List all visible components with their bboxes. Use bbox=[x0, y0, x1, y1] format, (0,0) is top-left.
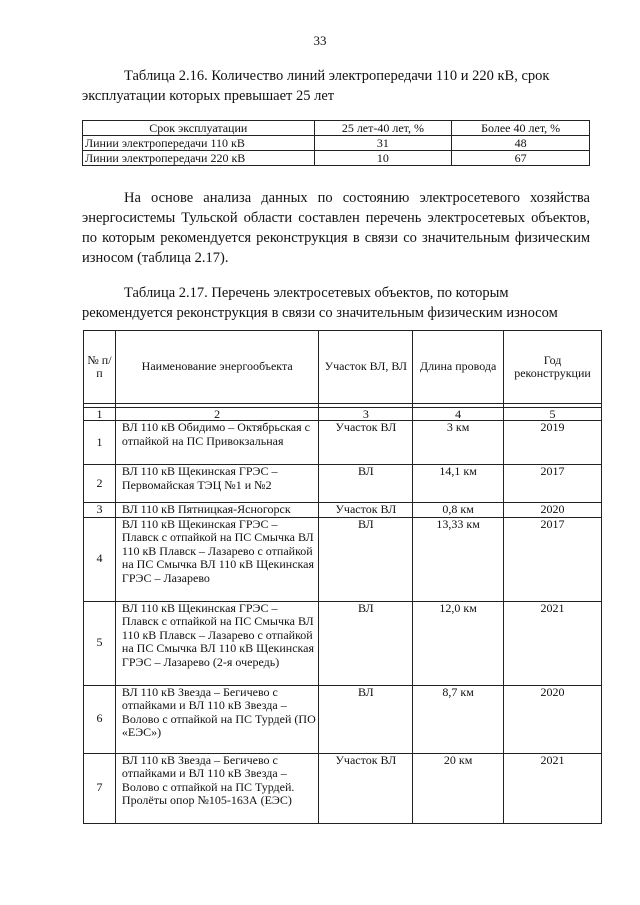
table2-row bbox=[84, 517, 602, 601]
table2-reconstruction-list bbox=[83, 330, 602, 824]
table2-row bbox=[84, 503, 602, 518]
table1-cell: 67 bbox=[452, 151, 590, 166]
row-number: 2 bbox=[84, 465, 116, 503]
table2-header-cell: Участок ВЛ, ВЛ bbox=[319, 331, 413, 404]
line-section: Участок ВЛ bbox=[319, 753, 413, 823]
object-name: ВЛ 110 кВ Пятницкая-Ясногорск bbox=[115, 503, 319, 518]
table2-caption-line2: рекомендуется реконструкция в связи со значительным физическим износом bbox=[82, 305, 558, 321]
table2-header-cell: Наименование энергообъекта bbox=[115, 331, 319, 404]
table1-cell: 48 bbox=[452, 136, 590, 151]
table1-row bbox=[83, 136, 590, 151]
table2-column-number: 1 bbox=[84, 408, 116, 421]
page-number: 33 bbox=[313, 33, 327, 48]
table1-header-cell: Срок эксплуатации bbox=[83, 121, 315, 136]
reconstruction-year: 2020 bbox=[504, 685, 602, 753]
reconstruction-year: 2017 bbox=[504, 517, 602, 601]
table2-row bbox=[84, 421, 602, 465]
object-name: ВЛ 110 кВ Звезда – Бегичево с отпайками и ВЛ 110 кВ Звезда – Волово с отпайкой на ПС Турдей. Пролёты опор №105-163А (ЕЭС) bbox=[115, 753, 319, 823]
row-number: 1 bbox=[84, 421, 116, 465]
row-number: 6 bbox=[84, 685, 116, 753]
wire-length: 20 км bbox=[413, 753, 504, 823]
table1-header-cell: Более 40 лет, % bbox=[452, 121, 590, 136]
object-name: ВЛ 110 кВ Щекинская ГРЭС – Плавск с отпайкой на ПС Смычка ВЛ 110 кВ Плавск – Лазарево с отпайкой на ПС Смычка ВЛ 110 кВ Щекинская ГРЭС – Лазарево (2-я очередь) bbox=[115, 601, 319, 685]
table2-row bbox=[84, 601, 602, 685]
table2-caption-line1: Таблица 2.17. Перечень электросетевых объектов, по которым bbox=[124, 285, 509, 301]
table1-header-row bbox=[83, 121, 590, 136]
reconstruction-year: 2021 bbox=[504, 753, 602, 823]
table2-column-number: 5 bbox=[504, 408, 602, 421]
table1-caption-line1: Таблица 2.16. Количество линий электропередачи 110 и 220 кВ, срок bbox=[124, 68, 550, 84]
table1-cell: Линии электропередачи 110 кВ bbox=[83, 136, 315, 151]
wire-length: 3 км bbox=[413, 421, 504, 465]
row-number: 5 bbox=[84, 601, 116, 685]
object-name: ВЛ 110 кВ Обидимо – Октябрьская с отпайкой на ПС Привокзальная bbox=[115, 421, 319, 465]
table2-row bbox=[84, 685, 602, 753]
reconstruction-year: 2017 bbox=[504, 465, 602, 503]
wire-length: 8,7 км bbox=[413, 685, 504, 753]
table1-cell: 10 bbox=[314, 151, 452, 166]
table2-row bbox=[84, 465, 602, 503]
wire-length: 14,1 км bbox=[413, 465, 504, 503]
table1-row bbox=[83, 151, 590, 166]
line-section: ВЛ bbox=[319, 601, 413, 685]
reconstruction-year: 2019 bbox=[504, 421, 602, 465]
reconstruction-year: 2020 bbox=[504, 503, 602, 518]
table2-column-number-row bbox=[84, 408, 602, 421]
table2-column-number: 4 bbox=[413, 408, 504, 421]
line-section: Участок ВЛ bbox=[319, 421, 413, 465]
table2-header-cell: № п/п bbox=[84, 331, 116, 404]
object-name: ВЛ 110 кВ Щекинская ГРЭС – Плавск с отпайкой на ПС Смычка ВЛ 110 кВ Плавск – Лазарево с отпайкой на ПС Смычка ВЛ 110 кВ Щекинская ГРЭС – Лазарево bbox=[115, 517, 319, 601]
table1-line-age bbox=[82, 120, 590, 166]
object-name: ВЛ 110 кВ Щекинская ГРЭС – Первомайская ТЭЦ №1 и №2 bbox=[115, 465, 319, 503]
wire-length: 12,0 км bbox=[413, 601, 504, 685]
row-number: 7 bbox=[84, 753, 116, 823]
table1-caption bbox=[82, 66, 590, 106]
table2-row bbox=[84, 753, 602, 823]
table1-header-cell: 25 лет-40 лет, % bbox=[314, 121, 452, 136]
line-section: ВЛ bbox=[319, 465, 413, 503]
body-paragraph: На основе анализа данных по состоянию электросетевого хозяйства энергосистемы Тульской области составлен перечень электросетевых объектов, по которым рекомендуется реконструкция в связи со значительным физическим износом (таблица 2.17). bbox=[82, 190, 590, 266]
reconstruction-year: 2021 bbox=[504, 601, 602, 685]
table2-header-row bbox=[84, 331, 602, 404]
wire-length: 0,8 км bbox=[413, 503, 504, 518]
table2-header-cell: Год реконструкции bbox=[504, 331, 602, 404]
row-number: 4 bbox=[84, 517, 116, 601]
wire-length: 13,33 км bbox=[413, 517, 504, 601]
table2-header-cell: Длина провода bbox=[413, 331, 504, 404]
table1-cell: 31 bbox=[314, 136, 452, 151]
table2-column-number: 3 bbox=[319, 408, 413, 421]
table1-cell: Линии электропередачи 220 кВ bbox=[83, 151, 315, 166]
line-section: ВЛ bbox=[319, 685, 413, 753]
line-section: Участок ВЛ bbox=[319, 503, 413, 518]
table2-column-number: 2 bbox=[115, 408, 319, 421]
table1-caption-line2: эксплуатации которых превышает 25 лет bbox=[82, 88, 335, 104]
row-number: 3 bbox=[84, 503, 116, 518]
object-name: ВЛ 110 кВ Звезда – Бегичево с отпайками и ВЛ 110 кВ Звезда – Волово с отпайкой на ПС Турдей (ПО «ЕЭС») bbox=[115, 685, 319, 753]
line-section: ВЛ bbox=[319, 517, 413, 601]
table2-caption bbox=[82, 283, 590, 323]
